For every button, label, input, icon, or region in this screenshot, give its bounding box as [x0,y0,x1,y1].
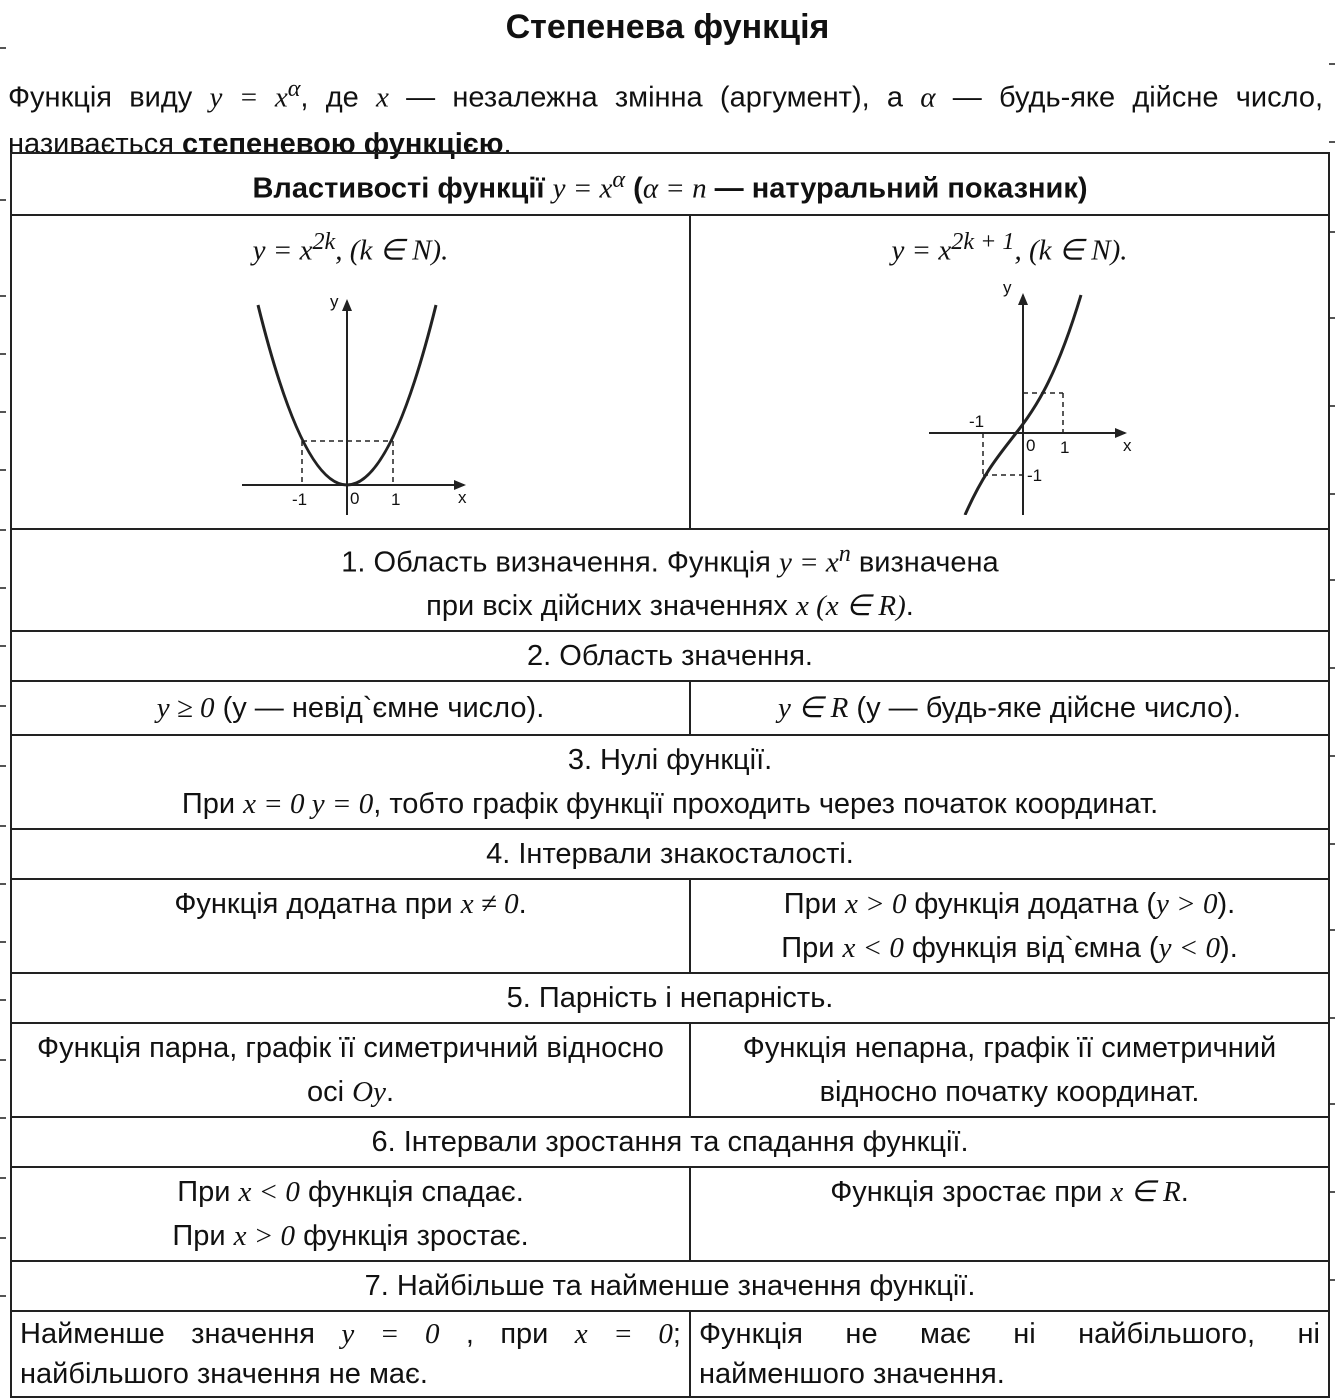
range-row [11,681,1329,735]
sign-even-cell [11,879,690,973]
even-y-label: y [330,291,339,311]
parity-even-text: . [385,1076,395,1109]
parity-even-text: Функція парна, графік її симетричний відносно осі [37,1032,664,1109]
even-origin-label: 0 [350,488,360,508]
sign-title-row [11,829,1329,879]
extrema-even-cell [11,1311,690,1397]
table-header-row [11,153,1329,215]
zeros-text [20,782,1320,826]
left-margin-ticks [0,0,6,1338]
even-y-arrow [342,299,352,311]
extrema-even-formula: y = 0 [341,1318,440,1351]
sign-odd-text: При [781,932,843,965]
sign-odd-formula: y < 0 [1158,932,1221,965]
graphs-row [11,215,1329,529]
sign-odd-formula: x > 0 [845,888,907,921]
domain-cond: (x ∈ R) [808,590,906,623]
range-title: 2. Область значення. [11,631,1329,681]
intro-var-x: x [376,81,389,114]
monotonic-even-text: функція зростає. [295,1220,529,1253]
even-neg-one-label: -1 [292,489,308,509]
odd-power-graph [691,271,1330,515]
monotonic-title: 6. Інтервали зростання та спадання функції. [11,1117,1329,1167]
even-formula [12,216,689,271]
header-formula: y = x [552,172,613,205]
sign-odd-formula: x < 0 [842,932,904,965]
domain-exp: n [838,539,851,567]
domain-line-1 [20,532,1320,585]
intro-exponent: α [287,75,301,102]
domain-cell [11,529,1329,632]
zeros-text-part: , тобто графік функції проходить через початок координат. [373,788,1159,821]
monotonic-even-line-2 [20,1214,681,1258]
odd-graph-cell [690,215,1329,529]
monotonic-even-formula: x < 0 [238,1176,300,1209]
intro-text: . [503,127,512,160]
sign-odd-text: функція додатна ( [906,888,1157,921]
extrema-row [11,1311,1329,1397]
extrema-odd-cell: Функція не має ні найбільшого, ні найменшого значення. [690,1311,1329,1397]
parity-row [11,1023,1329,1117]
domain-text: при всіх дійсних значеннях [426,590,796,623]
monotonic-odd-text: Функція зростає при [830,1176,1111,1209]
monotonic-row [11,1167,1329,1261]
odd-formula [691,216,1328,271]
intro-formula: y = x [209,81,288,114]
extrema-title-row [11,1261,1329,1311]
even-graph-cell [11,215,690,529]
sign-title: 4. Інтервали знакосталості. [11,829,1329,879]
intro-term: степеневою функцією [181,127,504,160]
extrema-title: 7. Найбільше та найменше значення функції. [11,1261,1329,1311]
odd-formula-exp: 2k + 1 [951,228,1015,255]
parity-even-cell [11,1023,690,1117]
extrema-even-formula: x = 0 [574,1318,673,1351]
intro-text: , де [300,81,377,114]
intro-text: — незалежна змінна (аргумент), а [388,81,921,114]
header-exponent: α [612,165,626,193]
monotonic-even-text: При [172,1220,234,1253]
odd-y-label: y [1003,277,1012,297]
odd-origin-label: 0 [1026,435,1036,455]
domain-row [11,529,1329,632]
monotonic-odd-formula: x ∈ R [1110,1176,1181,1209]
monotonic-even-text: функція спадає. [299,1176,524,1209]
even-x-label: x [458,487,467,507]
odd-formula-cond: , (k ∈ N). [1014,234,1128,267]
table-header [11,153,1329,215]
intro-text: — будь-яке дійсне число, називається [8,81,1324,160]
domain-formula: y = x [778,546,839,579]
zeros-text-part: При [181,788,244,821]
range-even-text: (y — невід`ємне число). [214,692,545,725]
range-odd-formula: y ∈ R [778,692,849,725]
properties-table [10,152,1330,1398]
odd-neg-one-y-label: -1 [1027,465,1043,485]
zeros-title: 3. Нулі функції. [567,744,773,777]
range-title-row [11,631,1329,681]
monotonic-even-formula: x > 0 [233,1220,296,1253]
header-text: — натуральний показник) [706,172,1088,205]
domain-var-x: x [795,590,809,623]
zeros-cell [11,735,1329,829]
domain-line-2 [20,584,1320,628]
monotonic-odd-cell [690,1167,1329,1261]
even-formula-cond: , (k ∈ N). [335,234,449,267]
monotonic-title-row [11,1117,1329,1167]
header-text: Властивості функції [252,172,553,205]
sign-odd-text: ). [1220,932,1238,965]
monotonic-even-cell [11,1167,690,1261]
parity-even-formula: Oy [352,1076,386,1109]
sign-odd-line-1 [699,882,1320,926]
domain-text: 1. Область визначення. Функція [341,546,779,579]
sign-odd-line-2 [699,926,1320,970]
odd-neg-one-x-label: -1 [969,411,985,431]
intro-alpha: α [920,81,936,114]
sign-row [11,879,1329,973]
parity-title: 5. Парність і непарність. [11,973,1329,1023]
range-even-formula: y ≥ 0 [156,692,215,725]
page-title: Степенева функція [505,8,830,46]
monotonic-even-text: При [177,1176,239,1209]
domain-text: визначена [850,546,999,579]
sign-even-formula: x ≠ 0 [460,888,519,921]
intro-text: Функція виду [8,81,210,114]
domain-text: . [905,590,914,623]
even-formula-base: y = x [252,234,313,267]
sign-odd-cell [690,879,1329,973]
sign-odd-text: ). [1217,888,1236,921]
header-text: ( [625,172,643,205]
even-one-label: 1 [391,489,401,509]
range-odd-text: (y — будь-яке дійсне число). [848,692,1241,725]
header-alpha: α = n [642,172,707,205]
zeros-row [11,735,1329,829]
sign-odd-text: функція від`ємна ( [903,932,1159,965]
odd-formula-base: y = x [891,234,952,267]
monotonic-even-line-1 [20,1170,681,1214]
extrema-even-text: , при [439,1318,575,1351]
parity-odd-cell: Функція непарна, графік її симетричний відносно початку координат. [690,1023,1329,1117]
sign-odd-formula: y > 0 [1156,888,1218,921]
sign-even-text: . [518,888,527,921]
odd-one-label: 1 [1060,437,1070,457]
monotonic-odd-text: . [1180,1176,1189,1209]
extrema-even-text: Найменше значення [20,1318,342,1351]
zeros-formula: x = 0 y = 0 [243,788,374,821]
parity-title-row [11,973,1329,1023]
sign-odd-text: При [783,888,846,921]
range-odd-cell [690,681,1329,735]
sign-even-text: Функція додатна при [174,888,461,921]
extrema-even-text: ; найбільшого значення не має. [20,1318,681,1391]
odd-y-arrow [1018,293,1028,305]
odd-x-label: x [1123,435,1132,455]
even-power-graph [12,271,691,515]
range-even-cell [11,681,690,735]
even-formula-exp: 2k [312,228,336,255]
